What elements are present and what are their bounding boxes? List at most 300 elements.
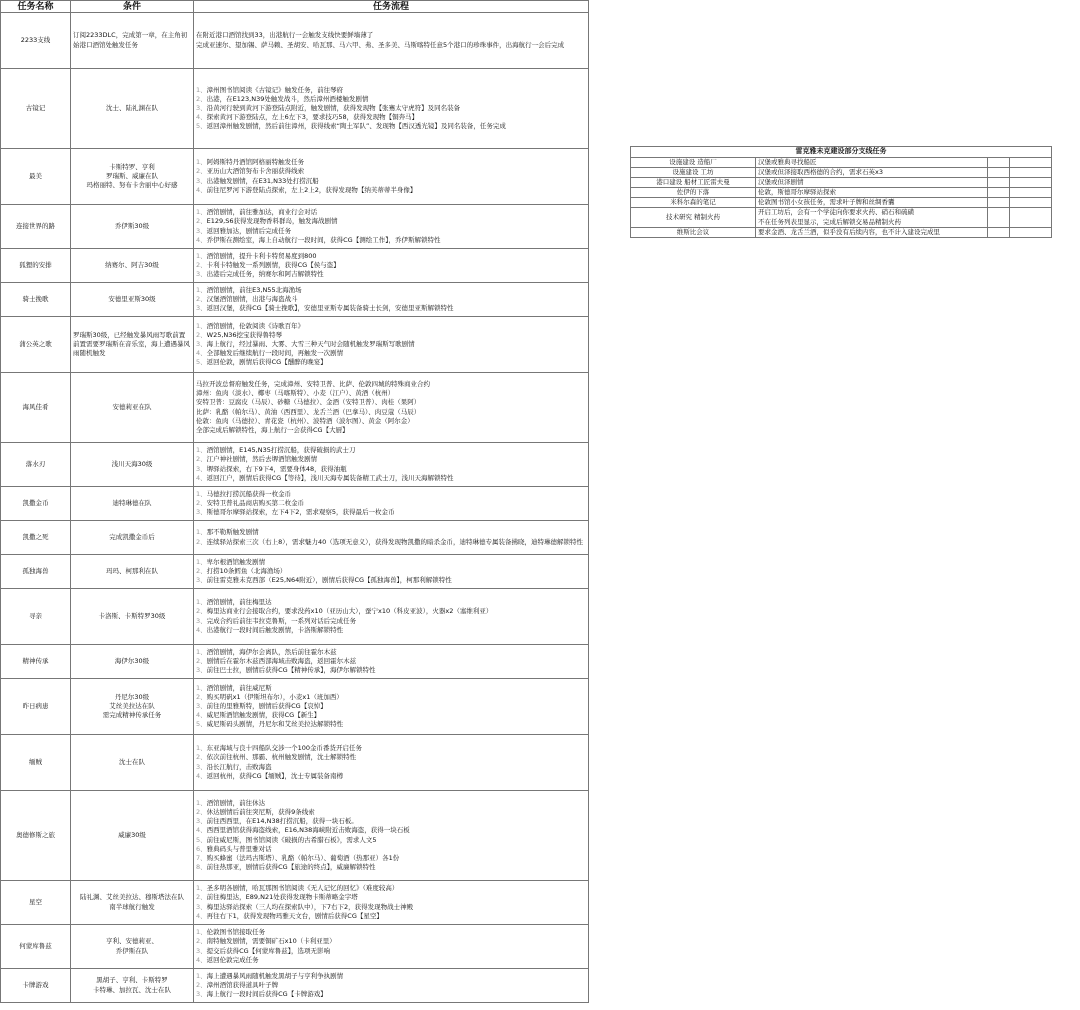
step-text: 前往的里雅斯特，剧情后获得CG【哀悼】 — [206, 701, 327, 710]
flow-step — [196, 937, 586, 946]
step-number: 3、 — [196, 946, 207, 955]
step-number: 3、 — [196, 103, 207, 112]
step-number: 1、 — [196, 557, 207, 566]
step-text: 梅里达商业行会接取合约，要求没药x10（亚历山大），蚕宁x10（科皮亚波），火器x2（塞维利亚） — [206, 607, 493, 616]
side-empty-cell — [1010, 188, 1052, 198]
side-row-value — [756, 188, 988, 198]
flow-step — [196, 947, 586, 956]
flow-step — [196, 817, 586, 826]
step-number: 1、 — [196, 85, 207, 94]
flow-step — [196, 261, 586, 270]
flow-step — [196, 884, 586, 893]
step-text: 卑尔根酒馆触发剧情 — [206, 557, 266, 566]
side-row — [631, 208, 1052, 227]
task-row — [1, 881, 589, 925]
task-row — [1, 13, 589, 69]
step-number: 1、 — [196, 971, 207, 980]
step-text: 返回杭州，获得CG【缅贼】，沈士专属装备南樽 — [206, 771, 343, 780]
reykjavik-side-table — [630, 146, 1052, 238]
step-number: 3、 — [196, 339, 207, 348]
side-value-line: 汉堡或雅典寻找船匠 — [758, 158, 817, 166]
condition-line: 乔伊斯30级 — [114, 221, 150, 230]
side-empty-cell — [988, 227, 1010, 237]
step-number: 3、 — [196, 701, 207, 710]
condition-line: 迪特琳德在队 — [112, 498, 152, 507]
task-name: 落水刃 — [1, 443, 71, 487]
step-text: 返回汉堡，获得CG【骑士挽歌】，安德里亚斯专属装备骑士长剑，安德里亚斯解锁特性 — [206, 304, 454, 313]
step-number: 3、 — [196, 817, 207, 826]
step-text: 梅里达驿站探索（三人均在探索队中），下7右下2，获得发现物战士神殿 — [206, 902, 414, 911]
step-number: 2、 — [196, 294, 207, 303]
flow-step — [196, 508, 586, 517]
step-text: 前往尼罗河下游登陆点探索，左上2上2，获得发现物【纳芙蒂蒂半身像】 — [206, 185, 417, 194]
step-number: 4、 — [196, 625, 207, 634]
side-row-key: 设施建设 造船厂 — [631, 158, 756, 168]
step-text: 前往雷克雅未克西部（E25,N64附近），剧情后获得CG【孤独海兽】，柯那利解锁特性 — [206, 576, 452, 585]
step-number: 2、 — [196, 980, 207, 989]
step-text: 斯德哥尔摩驿站探索，左下4下2，需求观察5，获得最后一枚金币 — [206, 508, 395, 517]
task-row — [1, 249, 589, 283]
task-name: 2233支线 — [1, 13, 71, 69]
step-number: 3、 — [196, 226, 207, 235]
task-name: 连接世界的路 — [1, 205, 71, 249]
task-row — [1, 679, 589, 735]
step-text: 出港触发剧情，在E31,N33处打捞沉船 — [206, 176, 319, 185]
step-number: 4、 — [196, 911, 207, 920]
flow-step — [196, 753, 586, 762]
step-text: 出港，在E123,N39处触发战斗，然后漳州酒楼触发剧情 — [206, 94, 369, 103]
task-flow — [194, 679, 589, 735]
flow-step — [196, 208, 586, 217]
task-flow — [194, 735, 589, 791]
step-text: 全部触发后继续航行一段时间，再触发一次剧情 — [206, 349, 344, 358]
step-number: 1、 — [196, 285, 207, 294]
step-text: 威尼斯酒馆触发剧情，获得CG【新生】 — [206, 711, 321, 720]
side-empty-cell — [988, 158, 1010, 168]
step-text: 出港航行一段时间后触发剧情，卡洛斯解锁特性 — [206, 625, 344, 634]
condition-line: 纳赛尔、阿吉30级 — [105, 260, 159, 269]
flow-step — [196, 576, 586, 585]
step-number: 2、 — [196, 498, 207, 507]
condition-line: 威廉30级 — [118, 830, 146, 839]
step-text: 酒馆剧情，伦敦阅读《诗歌百年》 — [206, 321, 305, 330]
task-flow — [194, 589, 589, 645]
step-number: 1、 — [196, 489, 207, 498]
task-flow — [194, 249, 589, 283]
side-row — [631, 178, 1052, 188]
step-number: 1、 — [196, 321, 207, 330]
side-value-line: 要求金酒、龙舌兰酒，似乎没有后续内容，也不计入建设完成里 — [758, 227, 940, 236]
flow-step — [196, 227, 586, 236]
flow-step — [196, 558, 586, 567]
step-text: E129,S6获得发现物香料群岛，触发海战剧情 — [206, 217, 338, 226]
side-row-key: 佐伊的下落 — [631, 188, 756, 198]
side-value-line: 不在任务列表里显示，完成后解锁交易品精制火药 — [758, 217, 901, 226]
step-text: 在附近港口酒馆找到33，出港航行一会触发支线快要鲜墙薄了 — [196, 31, 374, 40]
task-flow — [194, 13, 589, 69]
task-condition — [71, 317, 194, 373]
step-number: 3、 — [196, 508, 207, 517]
step-text: 沿黄河行驶到黄河下游登陆点附近，触发剧情，获得发现物【张騫太守虎符】及同名装备 — [206, 103, 461, 112]
header-task-flow: 任务流程 — [194, 1, 589, 13]
task-flow — [194, 925, 589, 969]
step-number: 4、 — [196, 711, 207, 720]
task-name: 缅贼 — [1, 735, 71, 791]
flow-step — [196, 912, 586, 921]
task-condition — [71, 645, 194, 679]
step-text: 酒馆剧情，前往梅里达 — [206, 598, 272, 607]
condition-line: 卡特琳、加拉瓦、沈士在队 — [93, 985, 171, 994]
step-text: 酒馆剧情，提升卡利卡特贸易度到800 — [206, 251, 317, 260]
task-name: 奥德修斯之旅 — [1, 791, 71, 881]
flow-step — [196, 711, 586, 720]
step-number: 1、 — [196, 884, 207, 893]
condition-line: 卡洛斯、卡斯特罗30级 — [98, 611, 166, 620]
flow-step — [196, 217, 586, 226]
step-number: 2、 — [196, 537, 207, 546]
flow-step — [196, 808, 586, 817]
step-number: 1、 — [196, 928, 207, 937]
side-row-key: 设施建设 工坊 — [631, 168, 756, 178]
task-flow — [194, 881, 589, 925]
task-row — [1, 589, 589, 645]
condition-line: 完成凯撒金币后 — [109, 532, 155, 541]
task-row — [1, 205, 589, 249]
task-condition — [71, 487, 194, 521]
task-row — [1, 69, 589, 149]
step-number: 2、 — [196, 808, 207, 817]
condition-line: 卡斯特罗、亨利 — [109, 162, 155, 171]
flow-step — [196, 177, 586, 186]
step-number: 1、 — [196, 799, 207, 808]
task-name: 凯撒之死 — [1, 521, 71, 555]
side-empty-cell — [1010, 227, 1052, 237]
step-text: 酒馆剧情，前往威尼斯 — [206, 683, 272, 692]
side-row-value — [756, 208, 988, 227]
task-name: 古镜记 — [1, 69, 71, 149]
step-number: 4、 — [196, 235, 207, 244]
step-number: 3、 — [196, 762, 207, 771]
flow-step — [196, 648, 586, 657]
task-row — [1, 443, 589, 487]
side-value-line: 汉堡或但泽剧情 — [758, 178, 804, 187]
step-number: 1、 — [196, 208, 207, 217]
header-condition: 条件 — [71, 1, 194, 13]
step-number: 1、 — [196, 744, 207, 753]
flow-step — [196, 720, 586, 729]
step-text: 再往右下1，获得发现物玛雅天文台，剧情后获得CG【星空】 — [206, 911, 383, 920]
step-number: 3、 — [196, 176, 207, 185]
task-flow — [194, 969, 589, 1003]
condition-line: 安德莉亚在队 — [112, 402, 152, 411]
step-number: 4、 — [196, 826, 207, 835]
flow-step — [196, 331, 586, 340]
flow-step — [196, 598, 586, 607]
task-name: 蒲公英之歌 — [1, 317, 71, 373]
step-number: 3、 — [196, 270, 207, 279]
side-empty-cell — [1010, 178, 1052, 188]
side-value-line: 开启工坊后，会有一个学徒向你要求火药、硝石和硫磺 — [758, 208, 914, 217]
side-empty-cell — [1010, 208, 1052, 227]
side-rows — [631, 158, 1052, 238]
flow-step — [196, 86, 586, 95]
task-row — [1, 373, 589, 443]
flow-step — [196, 626, 586, 635]
flow-step — [196, 270, 586, 279]
condition-line: 乔伊斯在队 — [115, 946, 149, 955]
task-condition — [71, 249, 194, 283]
step-text: 西西里酒馆获得海盗线索，E16,N38海峡附近击败海盗，获得一块石板 — [206, 826, 410, 835]
step-number: 2、 — [196, 937, 207, 946]
step-text: 酒馆剧情，E145,N35打捞沉船，获得破损的武士刀 — [206, 446, 356, 455]
condition-line: 玛玛、柯那利在队 — [106, 566, 158, 575]
step-text: 返回伦敦，剧情后获得CG【醺醉的晚宴】 — [206, 358, 327, 367]
flow-step — [196, 538, 586, 547]
step-number: 2、 — [196, 260, 207, 269]
step-number: 2、 — [196, 656, 207, 665]
task-rows — [1, 13, 589, 1003]
flow-step — [196, 763, 586, 772]
flow-step — [196, 490, 586, 499]
condition-line: 丹尼尔30级 — [114, 692, 150, 701]
step-text: 江户神社剧情，然后去堺酒馆触发剧情 — [206, 455, 318, 464]
side-row-value — [756, 198, 988, 208]
condition-line: 订阅2233DLC，完成第一章，在主角初始港口酒馆处触发任务 — [73, 31, 188, 49]
step-number: 3、 — [196, 902, 207, 911]
condition-line: 罗瑞斯、威廉在队 — [106, 171, 158, 180]
step-text: 打捞10条鳕鱼（北海渔场） — [206, 566, 287, 575]
condition-line: 安德里亚斯30级 — [108, 294, 156, 303]
task-condition — [71, 521, 194, 555]
task-condition — [71, 555, 194, 589]
condition-line: 亨利、安德莉亚、 — [106, 937, 158, 946]
task-flow — [194, 69, 589, 149]
task-condition — [71, 735, 194, 791]
task-condition — [71, 283, 194, 317]
condition-line: 玛格丽特、努布卡舍丽中心好感 — [86, 181, 178, 190]
side-empty-cell — [988, 208, 1010, 227]
side-row-key: 技术研究 精制火药 — [631, 208, 756, 227]
flow-step — [196, 304, 586, 313]
step-number: 2、 — [196, 692, 207, 701]
task-flow — [194, 317, 589, 373]
step-text: 探索黄河下游登陆点，左上6左下3，要求技巧58，获得发现物【铜奔马】 — [206, 113, 419, 122]
step-text: 前往热那亚，剧情后获得CG【旅途的终点】，威廉解锁特性 — [206, 862, 376, 871]
task-row — [1, 735, 589, 791]
task-condition — [71, 925, 194, 969]
step-text: 漳州酒馆获得道具叶子牌 — [206, 980, 279, 989]
step-number: 4、 — [196, 771, 207, 780]
side-row-key: 维斯比会议 — [631, 227, 756, 237]
task-condition — [71, 13, 194, 69]
side-empty-cell — [988, 188, 1010, 198]
flow-step — [196, 702, 586, 711]
task-name: 星空 — [1, 881, 71, 925]
condition-line: 沈士在队 — [119, 757, 145, 766]
step-text: 海上航行，经过暴雨、大雾、大雪三种天气时会随机触发罗瑞斯写歌剧情 — [206, 339, 415, 348]
step-text: 提交后获得CG【何蒙库鲁兹】，选项无影响 — [206, 946, 330, 955]
step-text: 海上航行一段时间后获得CG【卡牌游戏】 — [206, 990, 327, 999]
task-condition — [71, 149, 194, 205]
step-text: 依次前往杭州、那霸、杭州触发剧情，沈士解锁特性 — [206, 753, 357, 762]
flow-step — [196, 981, 586, 990]
condition-line: 艾丝美拉达在队 — [109, 701, 155, 710]
flow-step — [196, 465, 586, 474]
step-number: 2、 — [196, 94, 207, 103]
step-number: 3、 — [196, 616, 207, 625]
flow-step — [196, 799, 586, 808]
step-text: 休达剧情后前往突尼斯，获得9条线索 — [206, 808, 315, 817]
step-text: 剧情后在霍尔木兹西部海域击败海盗，返回霍尔木兹 — [206, 656, 357, 665]
step-number: 3、 — [196, 464, 207, 473]
step-text: 酒馆剧情，前往休达 — [206, 799, 266, 808]
step-number: 1、 — [196, 598, 207, 607]
flow-step — [196, 972, 586, 981]
flow-step — [196, 617, 586, 626]
step-text: 伦敦图书馆接取任务 — [206, 928, 266, 937]
step-number: 3、 — [196, 990, 207, 999]
task-condition — [71, 205, 194, 249]
step-text: 阿姆斯特丹酒馆阿格丽特触发任务 — [206, 158, 305, 167]
task-flow — [194, 555, 589, 589]
task-condition — [71, 791, 194, 881]
side-empty-cell — [1010, 168, 1052, 178]
condition-line: 海伊尔30级 — [114, 656, 150, 665]
task-name: 卡牌游戏 — [1, 969, 71, 1003]
task-condition — [71, 679, 194, 735]
step-text: 安特卫普礼品商店购买第二枚金币 — [206, 498, 305, 507]
task-row — [1, 969, 589, 1003]
flow-step — [196, 236, 586, 245]
condition-line: 黑胡子、亨利、卡斯特罗 — [96, 976, 168, 985]
task-flow — [194, 791, 589, 881]
task-flow — [194, 487, 589, 521]
task-name: 何蒙库鲁兹 — [1, 925, 71, 969]
step-number: 1、 — [196, 158, 207, 167]
flow-step — [196, 31, 586, 40]
step-text: 返回伦敦完成任务 — [206, 955, 259, 964]
task-flow — [194, 645, 589, 679]
step-text: 堺驿站探索，右下9下4，需要身体48，获得油瓶 — [206, 464, 347, 473]
side-empty-cell — [1010, 198, 1052, 208]
step-text: 购买明矾x1（伊斯坦布尔），小麦x1（班加西） — [206, 692, 343, 701]
task-name: 精神传承 — [1, 645, 71, 679]
condition-line: 沈士、陆礼渊在队 — [106, 103, 158, 112]
flow-step — [196, 567, 586, 576]
step-number: 3、 — [196, 666, 207, 675]
task-row — [1, 791, 589, 881]
header-task-name: 任务名称 — [1, 1, 71, 13]
step-text: 漳州图书馆阅读《古镜记》触发任务，前往琴府 — [206, 85, 344, 94]
side-row — [631, 188, 1052, 198]
task-name: 昨日病患 — [1, 679, 71, 735]
step-number: 1、 — [196, 528, 207, 537]
side-empty-cell — [988, 198, 1010, 208]
task-name: 最美 — [1, 149, 71, 205]
step-text: 那不勒斯触发剧情 — [206, 528, 259, 537]
flow-step — [196, 167, 586, 176]
step-number: 5、 — [196, 122, 207, 131]
step-text: 伦敦：鱼肉（马德拉）、青花瓷（杭州）、波特酒（波尔图）、黄金（阿尔金） — [196, 416, 414, 425]
flow-step — [196, 893, 586, 902]
flow-step — [196, 158, 586, 167]
flow-step — [196, 499, 586, 508]
flow-step — [196, 322, 586, 331]
step-number: 2、 — [196, 167, 207, 176]
step-text: 马拉开波总督府触发任务，完成漳州、安特卫普、比萨、伦敦四城的特殊商业合约 — [196, 380, 430, 389]
flow-step — [196, 607, 586, 616]
side-empty-cell — [988, 178, 1010, 188]
side-row-key: 米科尔森的笔记 — [631, 198, 756, 208]
task-condition — [71, 589, 194, 645]
side-row — [631, 168, 1052, 178]
task-row — [1, 487, 589, 521]
step-number: 4、 — [196, 349, 207, 358]
flow-step — [196, 340, 586, 349]
step-number: 2、 — [196, 330, 207, 339]
side-value-line: 伦敦，斯德哥尔摩驿站探索 — [758, 188, 836, 197]
condition-line: 前置需要罗瑞斯在音乐室，海上遭遇暴风雨随机触发 — [73, 339, 190, 358]
flow-step — [196, 295, 586, 304]
task-row — [1, 283, 589, 317]
flow-step — [196, 286, 586, 295]
task-name: 寻亲 — [1, 589, 71, 645]
task-flow — [194, 205, 589, 249]
side-row — [631, 158, 1052, 168]
task-row — [1, 645, 589, 679]
flow-step — [196, 863, 586, 872]
flow-step — [196, 95, 586, 104]
step-text: 乔伊斯在测绘室，海上自动航行一段时间，获得CG【测绘工作】，乔伊斯解锁特性 — [206, 235, 441, 244]
step-text: 汉堡酒馆剧情，出港与海盗战斗 — [206, 294, 298, 303]
task-row — [1, 149, 589, 205]
side-table-title-row — [631, 147, 1052, 158]
step-text: 雅典码头与普里雅对话 — [206, 844, 272, 853]
task-flow — [194, 521, 589, 555]
step-text: 前往梅里达，E89,N21处获得发现物卡斯蒂略金字塔 — [206, 893, 358, 902]
step-text: 全部完成后解锁特性，海上航行一会获得CG【大厨】 — [196, 425, 349, 434]
side-row-key: 港口建设 船材工匠雷夫曼 — [631, 178, 756, 188]
step-number: 2、 — [196, 455, 207, 464]
side-row-value — [756, 178, 988, 188]
task-condition — [71, 969, 194, 1003]
side-empty-cell — [1010, 158, 1052, 168]
step-number: 4、 — [196, 473, 207, 482]
step-text: 安特卫普：豆腐皮（马辰）、砂糖（马德拉）、金酒（安特卫普）、肉桂（果阿） — [196, 398, 421, 407]
step-text: 完成合约后前往韦拉克鲁斯，一系列对话后完成任务 — [206, 616, 357, 625]
task-condition — [71, 373, 194, 443]
side-row — [631, 198, 1052, 208]
flow-step — [196, 389, 586, 398]
flow-step — [196, 252, 586, 261]
step-text: 酒馆剧情，前往雅加达，商业行会对话 — [206, 208, 318, 217]
flow-step — [196, 826, 586, 835]
step-number: 3、 — [196, 576, 207, 585]
step-text: 完成亚速尔、望加锡、萨马赖、圣胡安、哈瓦那、马六甲、弗、圣多美、马斯喀特任意5个港口的珍珠事件，出海航行一会后完成 — [196, 40, 565, 49]
flow-step — [196, 928, 586, 937]
side-row — [631, 227, 1052, 237]
task-name: 骑士挽歌 — [1, 283, 71, 317]
flow-step — [196, 41, 586, 50]
flow-step — [196, 349, 586, 358]
step-number: 1、 — [196, 251, 207, 260]
condition-line: 浅川天海30级 — [111, 459, 153, 468]
step-number: 7、 — [196, 853, 207, 862]
step-number: 2、 — [196, 217, 207, 226]
flow-step — [196, 380, 586, 389]
flow-step — [196, 990, 586, 999]
flow-step — [196, 446, 586, 455]
